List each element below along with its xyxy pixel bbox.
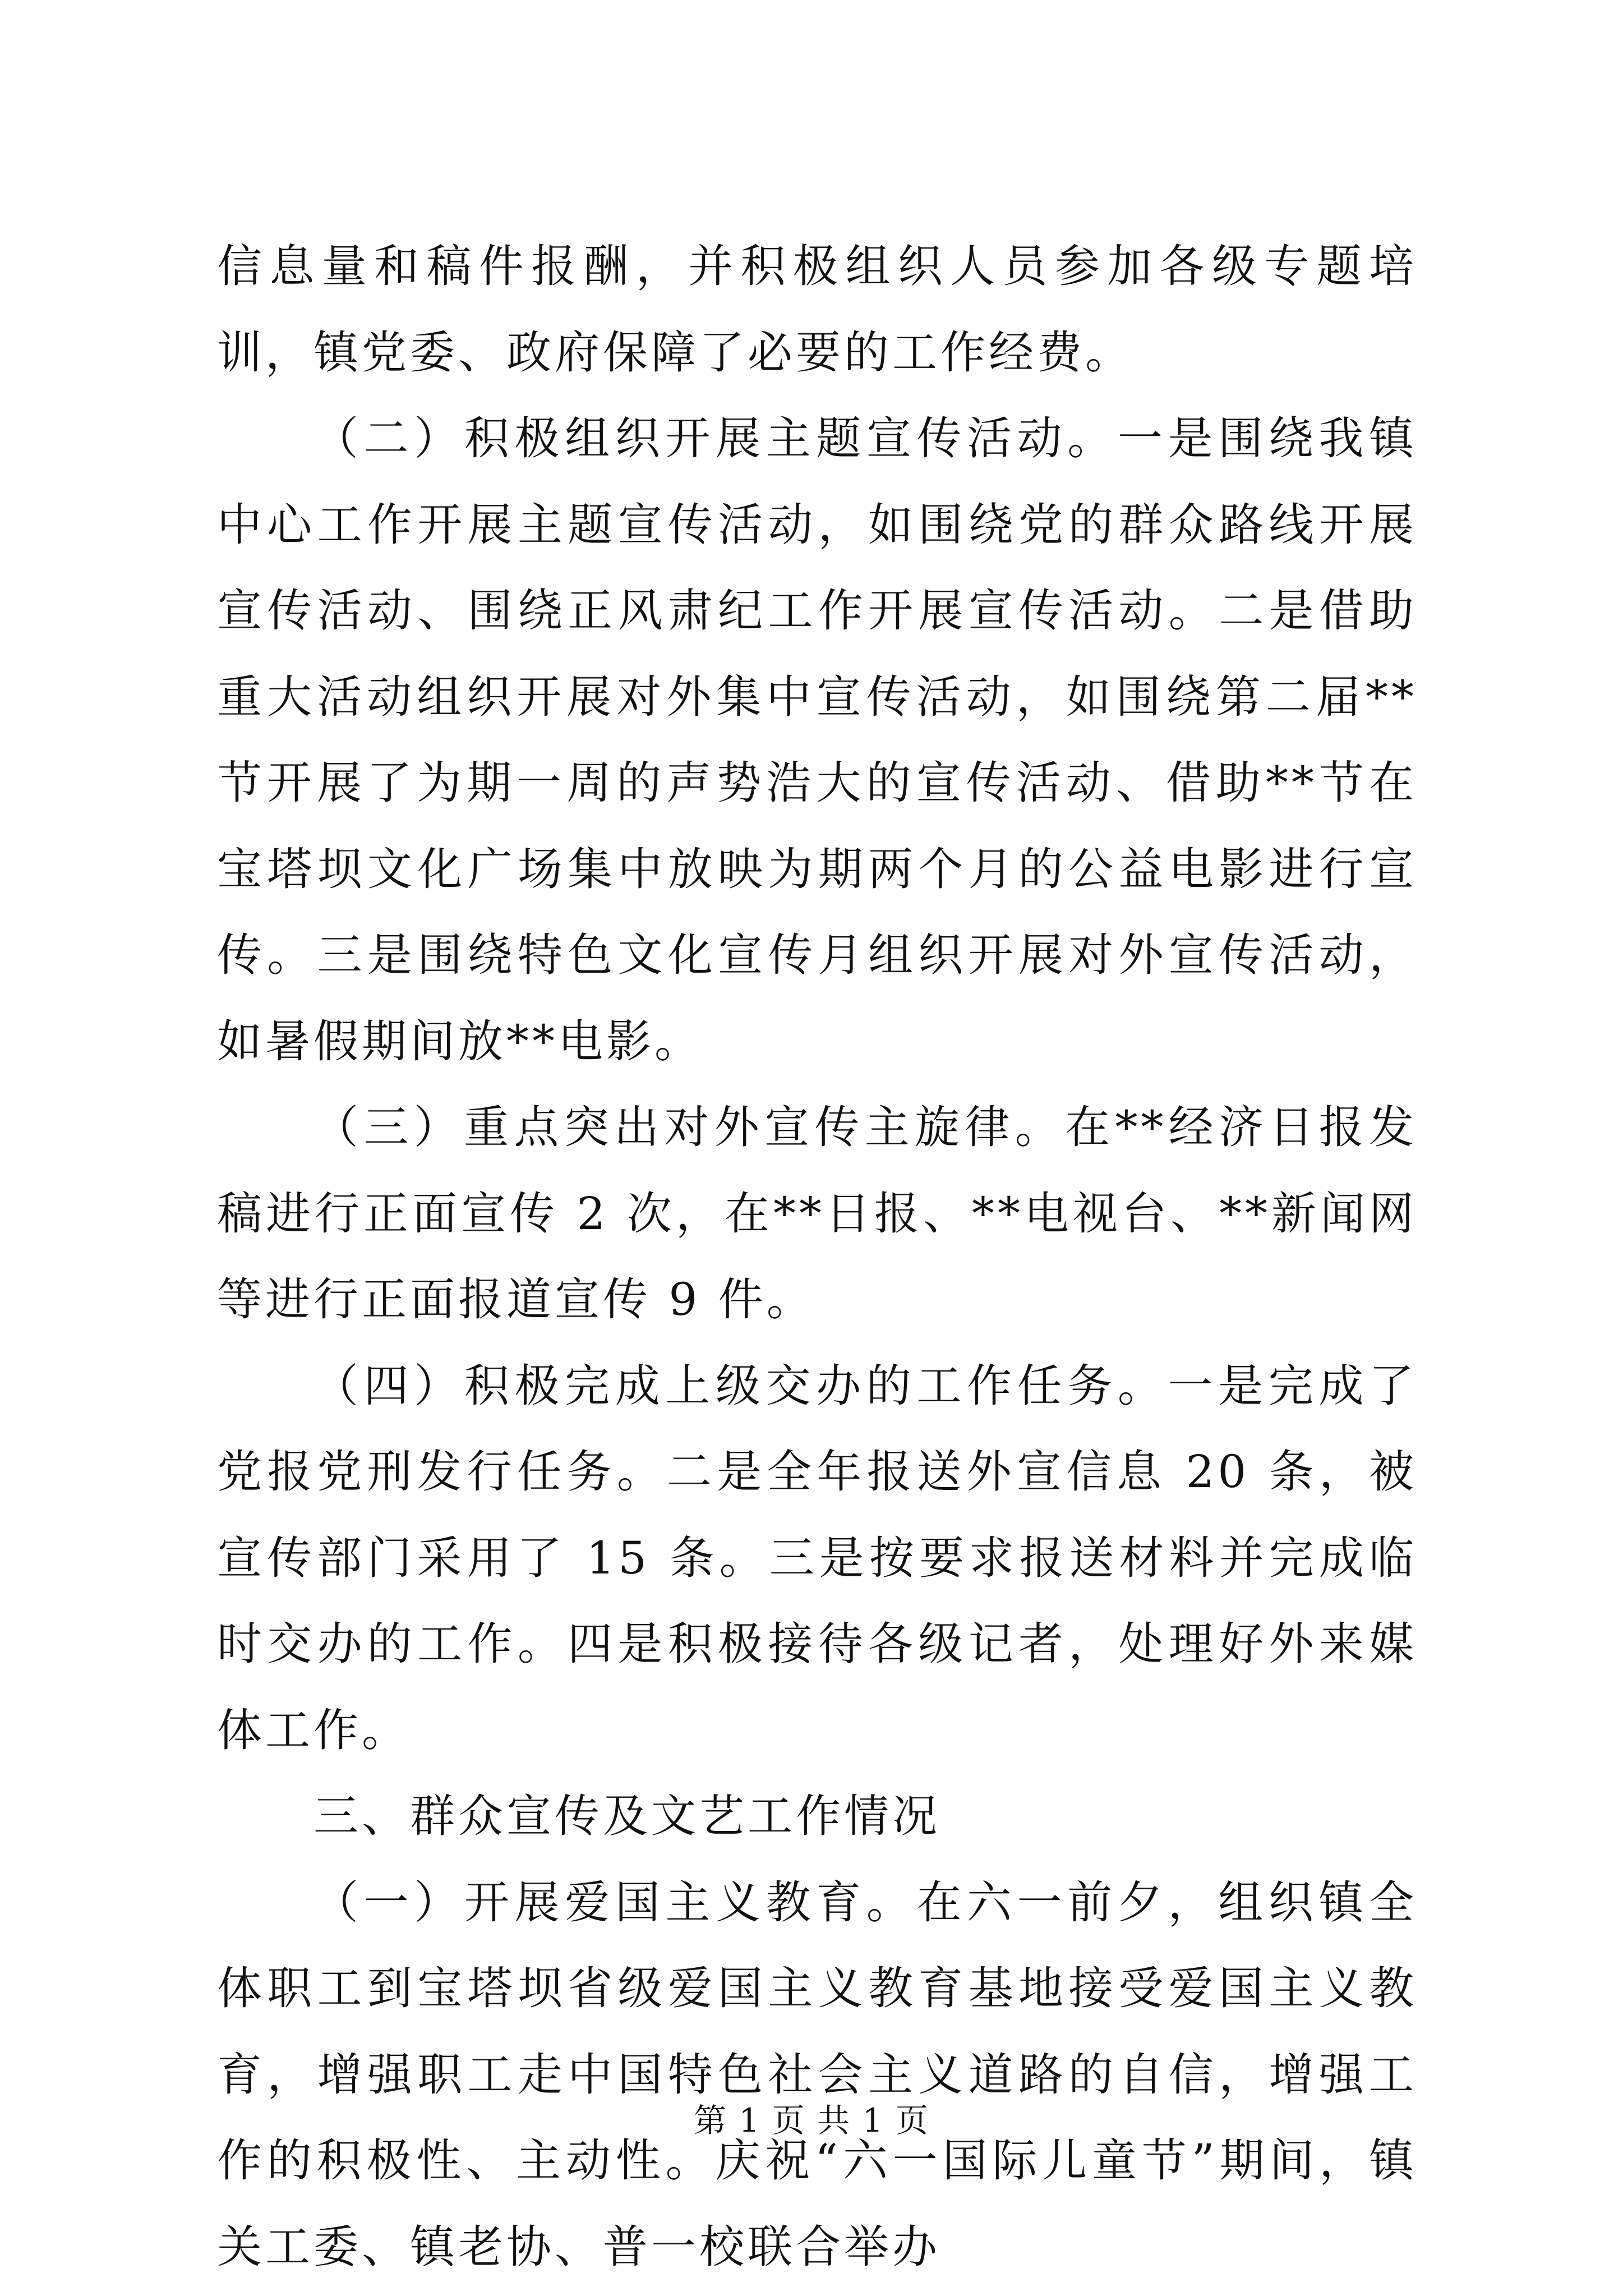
page-footer: 第 1 页 共 1 页	[694, 2101, 929, 2139]
paragraph-external-publicity: （三）重点突出对外宣传主旋律。在**经济日报发稿进行正面宣传 2 次，在**日报、**电视台、**新闻网等进行正面报道宣传 9 件。	[217, 1101, 1417, 1326]
document-body	[217, 223, 1417, 2290]
paragraph-continuation: 信息量和稿件报酬，并积极组织人员参加各级专题培训，镇党委、政府保障了必要的工作经费。	[217, 240, 1417, 379]
paragraph-theme-publicity: （二）积极组织开展主题宣传活动。一是围绕我镇中心工作开展主题宣传活动，如围绕党的群众路线开展宣传活动、围绕正风肃纪工作开展宣传活动。二是借助重大活动组织开展对外集中宣传活动，如围绕第二届**节开展了为期一周的声势浩大的宣传活动、借助**节在宝塔坝文化广场集中放映为期两个月的公益电影进行宣传。三是围绕特色文化宣传月组织开展对外宣传活动，如暑假期间放**电影。	[217, 412, 1417, 1068]
paragraph-patriotic-education: （一）开展爱国主义教育。在六一前夕，组织镇全体职工到宝塔坝省级爱国主义教育基地接受爱国主义教育，增强职工走中国特色社会主义道路的自信，增强工作的积极性、主动性。庆祝“六一国际儿童节”期间，镇关工委、镇老协、普一校联合举办	[217, 1876, 1417, 2273]
paragraph-assigned-tasks: （四）积极完成上级交办的工作任务。一是完成了党报党刑发行任务。二是全年报送外宣信息 20 条，被宣传部门采用了 15 条。三是按要求报送材料并完成临时交办的工作。四是积极接待各级记者，处理好外来媒体工作。	[217, 1359, 1417, 1756]
section-heading-mass-publicity: 三、群众宣传及文艺工作情况	[313, 1790, 940, 1842]
